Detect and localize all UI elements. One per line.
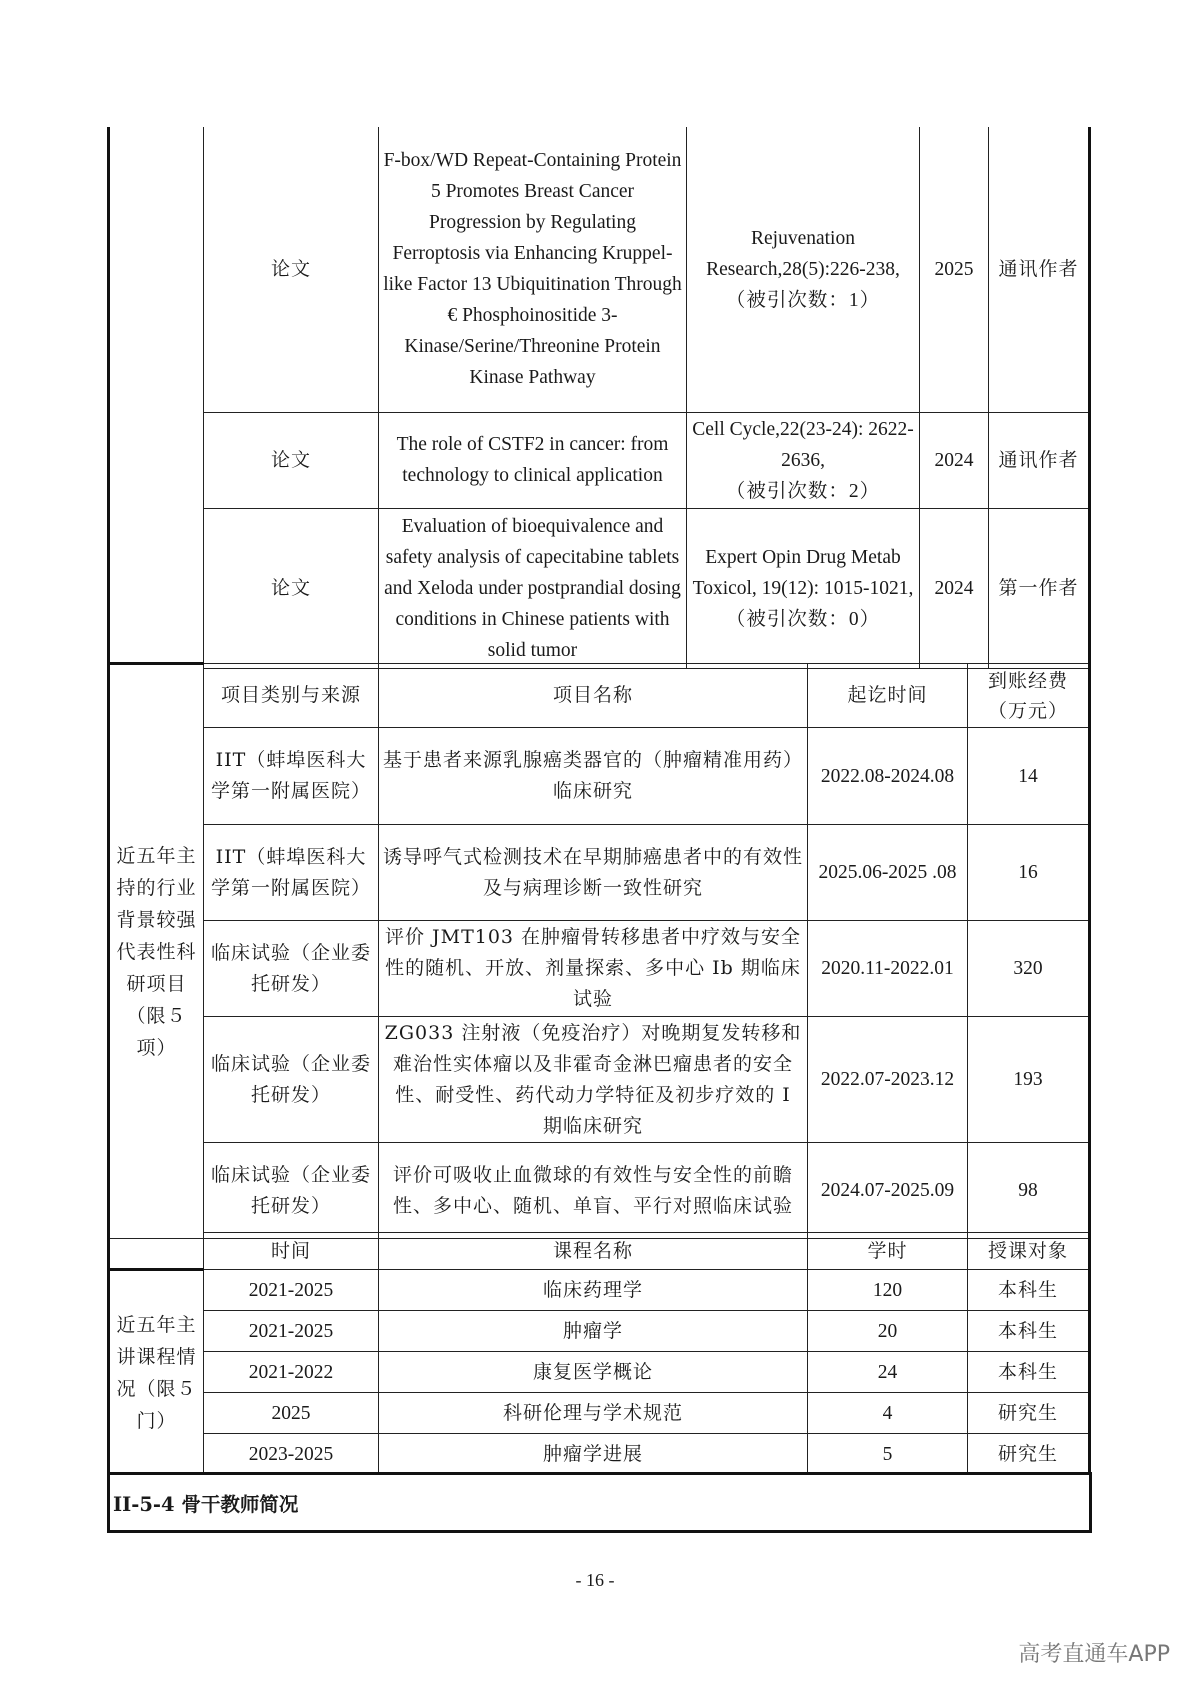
- project-name: 基于患者来源乳腺癌类器官的（肿瘤精准用药）临床研究: [379, 728, 808, 825]
- course-hours: 20: [808, 1311, 968, 1352]
- course-audience: 本科生: [968, 1270, 1090, 1311]
- project-funding: 16: [968, 825, 1090, 921]
- course-name: 肿瘤学: [379, 1311, 808, 1352]
- table-row: [109, 127, 1090, 412]
- course-name: 康复医学概论: [379, 1352, 808, 1393]
- header-funding: 到账经费（万元）: [968, 664, 1090, 728]
- project-category: 临床试验（企业委托研发）: [204, 1143, 379, 1239]
- course-hours: 120: [808, 1270, 968, 1311]
- course-name: 临床药理学: [379, 1270, 808, 1311]
- course-audience: 本科生: [968, 1311, 1090, 1352]
- table-row: [109, 1143, 1090, 1239]
- course-time: 2021-2025: [204, 1270, 379, 1311]
- header-hours: 学时: [808, 1233, 968, 1270]
- project-name: 评价可吸收止血微球的有效性与安全性的前瞻性、多中心、随机、单盲、平行对照临床试验: [379, 1143, 808, 1239]
- paper-title: The role of CSTF2 in cancer: from technology to clinical application: [379, 412, 687, 508]
- table-row: [109, 921, 1090, 1017]
- header-course-name: 课程名称: [379, 1233, 808, 1270]
- table-row: [109, 1434, 1090, 1475]
- project-funding: 14: [968, 728, 1090, 825]
- project-name: ZG033 注射液（免疫治疗）对晚期复发转移和难治性实体瘤以及非霍奇金淋巴瘤患者的安全性、耐受性、药代动力学特征及初步疗效的 Ⅰ 期临床研究: [379, 1017, 808, 1143]
- projects-table: [107, 662, 1091, 1239]
- table-row: [109, 508, 1090, 668]
- course-time: 2021-2022: [204, 1352, 379, 1393]
- table-row: [109, 1311, 1090, 1352]
- course-audience: 研究生: [968, 1434, 1090, 1475]
- course-audience: 研究生: [968, 1393, 1090, 1434]
- project-category: 临床试验（企业委托研发）: [204, 1017, 379, 1143]
- project-category: 临床试验（企业委托研发）: [204, 921, 379, 1017]
- paper-type: 论文: [204, 127, 379, 412]
- project-name: 诱导呼气式检测技术在早期肺癌患者中的有效性及与病理诊断一致性研究: [379, 825, 808, 921]
- course-time: 2021-2025: [204, 1311, 379, 1352]
- project-period: 2022.07-2023.12: [808, 1017, 968, 1143]
- paper-title: F-box/WD Repeat-Containing Protein 5 Promotes Breast Cancer Progression by Regulating Ferroptosis via Enhancing Kruppel-like Factor 13 Ubiquitination Through € Phosphoinositide 3-Kinase/Serine/Threonine Protein Kinase Pathway: [379, 127, 687, 412]
- course-time: 2023-2025: [204, 1434, 379, 1475]
- next-section-box: [107, 1472, 1092, 1533]
- header-category: 项目类别与来源: [204, 664, 379, 728]
- table-row: [109, 1270, 1090, 1311]
- next-section-title: II-5-4 骨干教师简况: [113, 1493, 299, 1516]
- table-row: [109, 1393, 1090, 1434]
- header-time: 时间: [204, 1233, 379, 1270]
- course-time: 2025: [204, 1393, 379, 1434]
- paper-type: 论文: [204, 412, 379, 508]
- project-funding: 320: [968, 921, 1090, 1017]
- project-period: 2020.11-2022.01: [808, 921, 968, 1017]
- blank-left-cell: [109, 1233, 204, 1270]
- blank-left-cell: [109, 127, 204, 668]
- paper-year: 2025: [920, 127, 989, 412]
- paper-role: 第一作者: [989, 508, 1090, 668]
- course-name: 肿瘤学进展: [379, 1434, 808, 1475]
- project-funding: 98: [968, 1143, 1090, 1239]
- table-row: [109, 728, 1090, 825]
- project-category: IIT（蚌埠医科大学第一附属医院）: [204, 825, 379, 921]
- course-hours: 5: [808, 1434, 968, 1475]
- project-period: 2025.06-2025 .08: [808, 825, 968, 921]
- course-name: 科研伦理与学术规范: [379, 1393, 808, 1434]
- table-row: [109, 412, 1090, 508]
- project-name: 评价 JMT103 在肿瘤骨转移患者中疗效与安全性的随机、开放、剂量探索、多中心 Ib 期临床试验: [379, 921, 808, 1017]
- project-funding: 193: [968, 1017, 1090, 1143]
- table-row: [109, 664, 1090, 728]
- course-audience: 本科生: [968, 1352, 1090, 1393]
- header-project-name: 项目名称: [379, 664, 808, 728]
- project-period: 2024.07-2025.09: [808, 1143, 968, 1239]
- project-category: IIT（蚌埠医科大学第一附属医院）: [204, 728, 379, 825]
- table-row: [109, 1233, 1090, 1270]
- course-hours: 4: [808, 1393, 968, 1434]
- paper-journal: Expert Opin Drug Metab Toxicol, 19(12): 1015-1021, （被引次数：0）: [687, 508, 920, 668]
- courses-table: [107, 1232, 1091, 1475]
- paper-journal: Cell Cycle,22(23-24): 2622-2636, （被引次数：2）: [687, 412, 920, 508]
- header-audience: 授课对象: [968, 1233, 1090, 1270]
- paper-title: Evaluation of bioequivalence and safety analysis of capecitabine tablets and Xeloda under postprandial dosing conditions in Chinese patients with solid tumor: [379, 508, 687, 668]
- watermark: 高考直通车APP: [1018, 1642, 1170, 1667]
- paper-role: 通讯作者: [989, 412, 1090, 508]
- paper-role: 通讯作者: [989, 127, 1090, 412]
- papers-table: [107, 127, 1091, 669]
- page-number: - 16 -: [575, 1570, 615, 1590]
- projects-section-label: 近五年主持的行业背景较强代表性科研项目（限５项）: [109, 664, 204, 1239]
- table-row: [109, 1017, 1090, 1143]
- course-hours: 24: [808, 1352, 968, 1393]
- table-row: [109, 1352, 1090, 1393]
- paper-year: 2024: [920, 412, 989, 508]
- table-row: [109, 825, 1090, 921]
- header-period: 起讫时间: [808, 664, 968, 728]
- project-period: 2022.08-2024.08: [808, 728, 968, 825]
- paper-type: 论文: [204, 508, 379, 668]
- paper-journal: Rejuvenation Research,28(5):226-238, （被引次数：1）: [687, 127, 920, 412]
- paper-year: 2024: [920, 508, 989, 668]
- courses-section-label: 近五年主讲课程情况（限５门）: [109, 1270, 204, 1475]
